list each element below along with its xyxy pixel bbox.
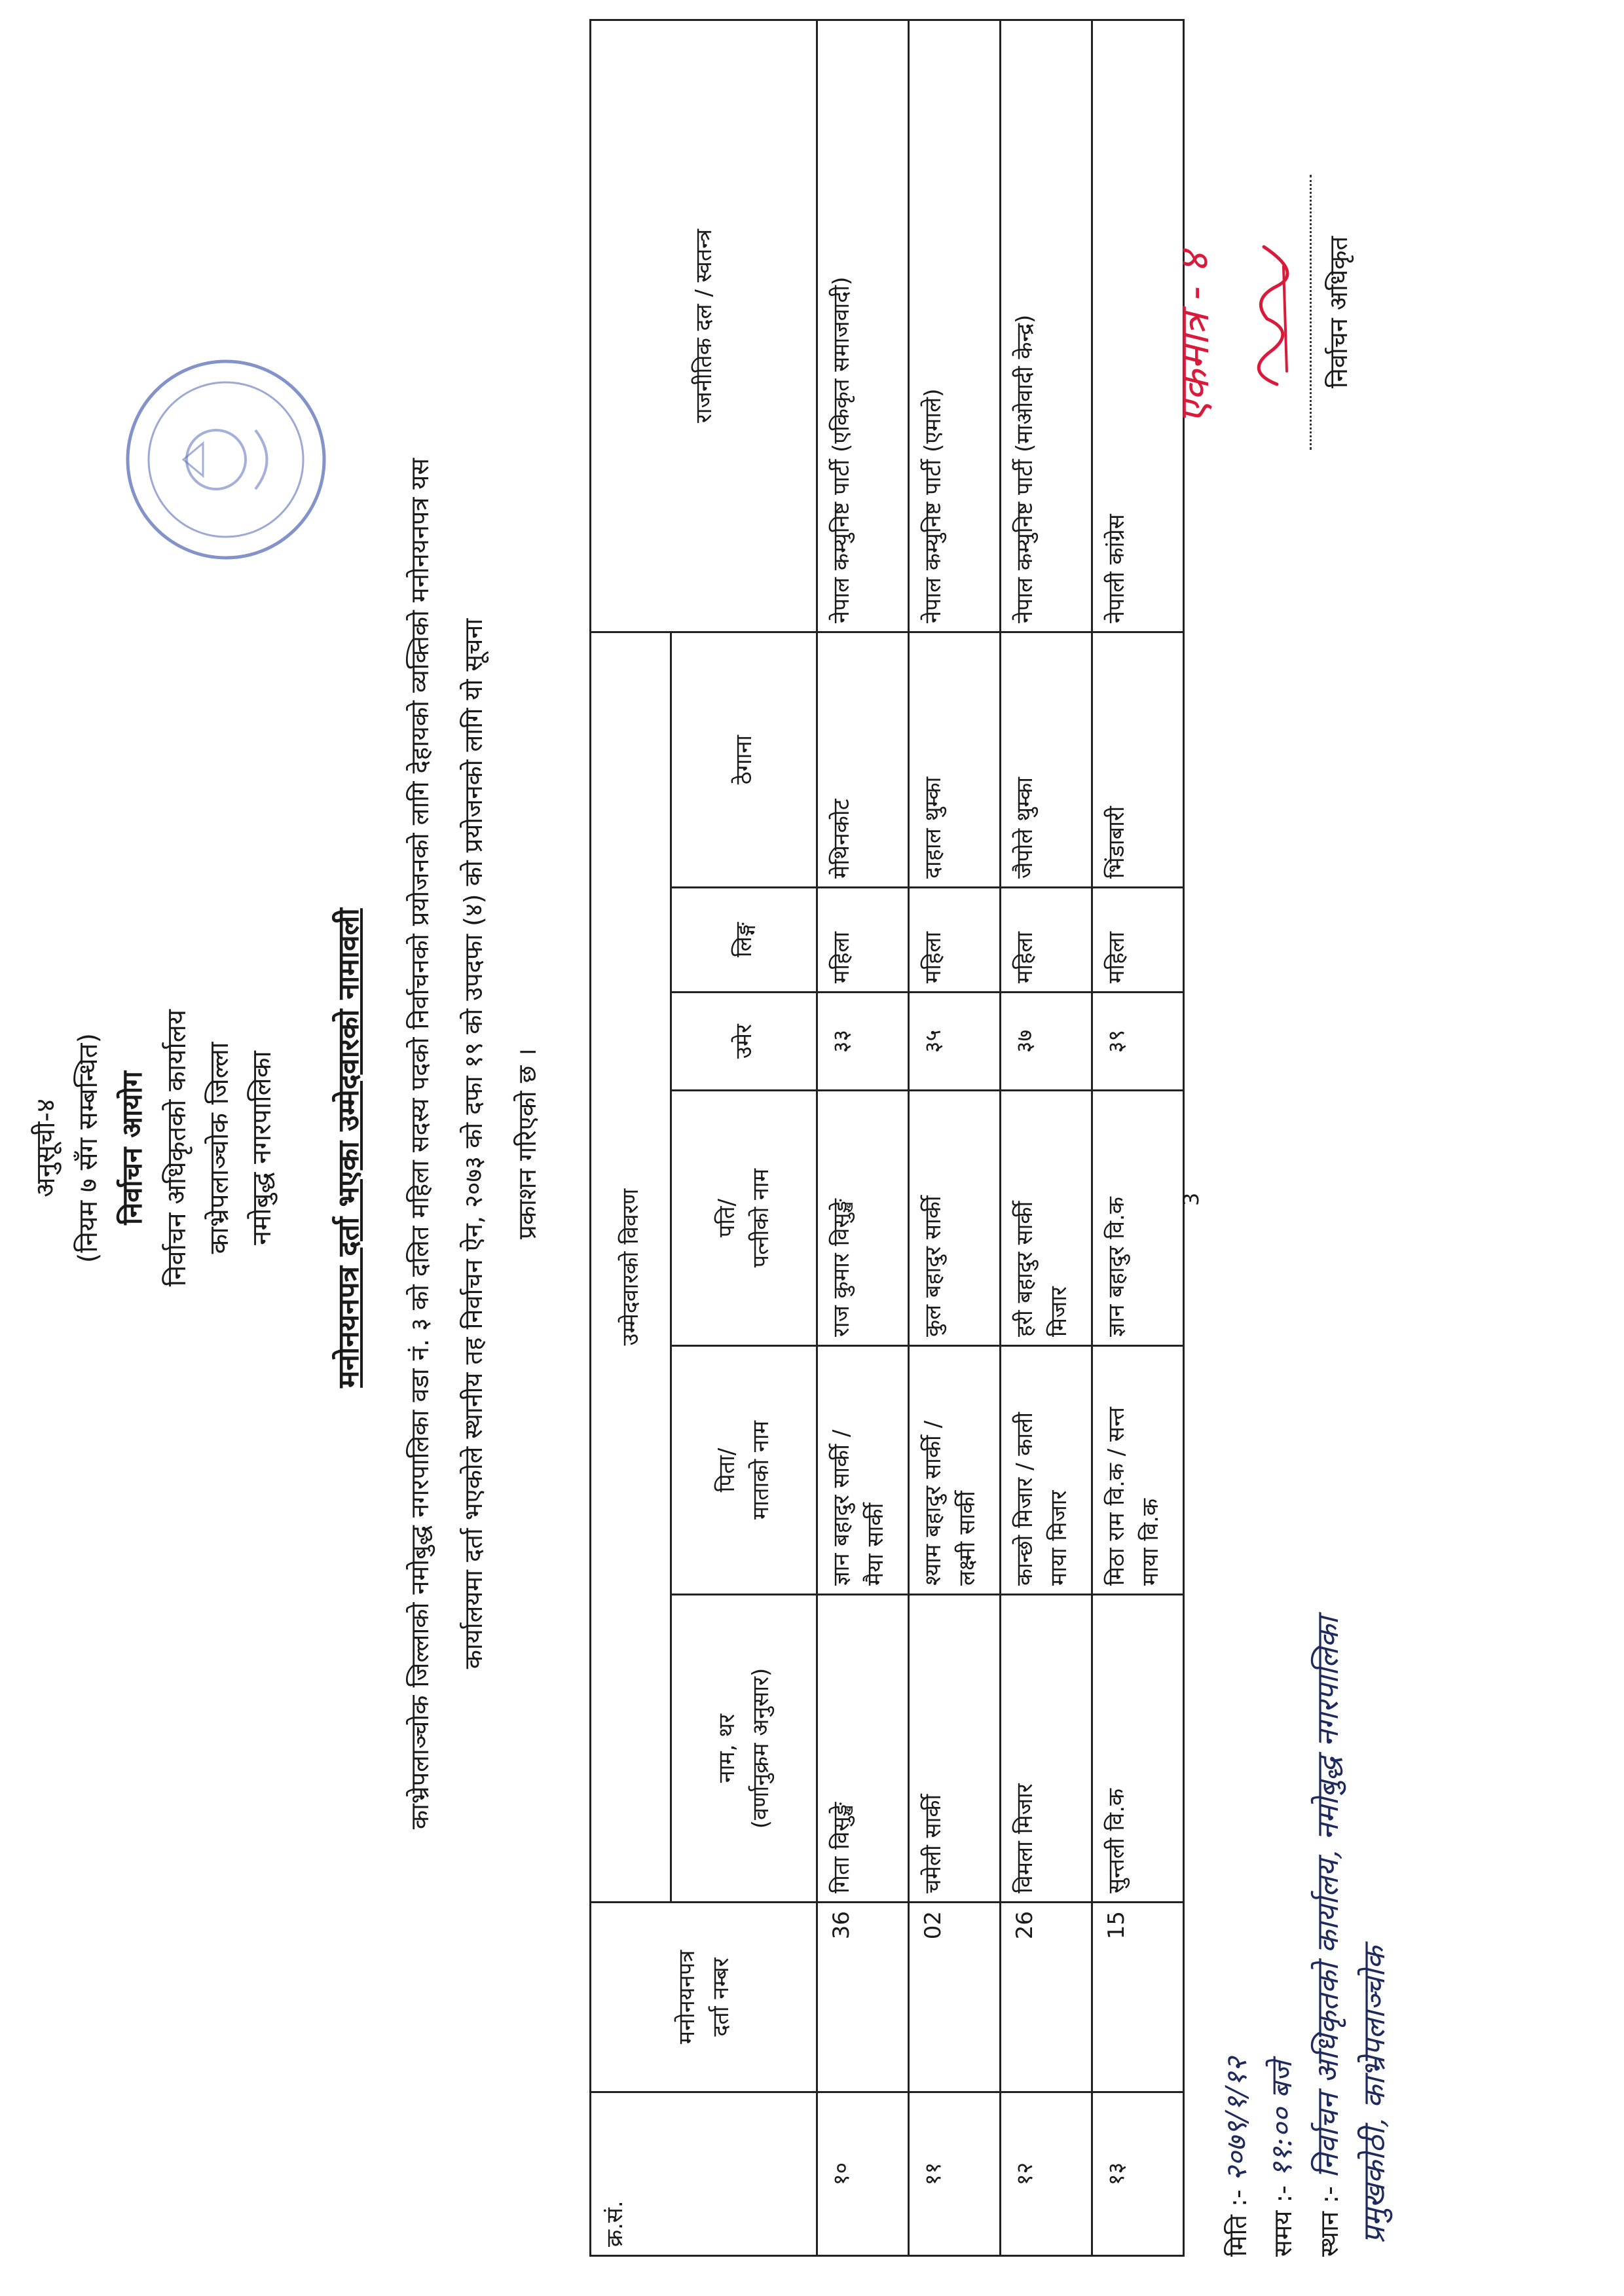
time-value: ११:०० बजे <box>1265 2060 1299 2178</box>
cell-name: विमला मिजार <box>1001 1595 1092 1903</box>
table-row <box>1001 20 1092 2255</box>
cell-address: दाहाल थुम्का <box>909 632 1001 887</box>
cell-spouse <box>909 1091 1001 1346</box>
header-spouse <box>671 1091 817 1346</box>
cell-parents-line-2: लक्ष्मी सार्की <box>954 1491 980 1586</box>
cell-reg-no: 02 <box>909 1903 1001 2092</box>
cell-gender: महिला <box>1001 888 1092 993</box>
cell-sn: १३ <box>1092 2092 1184 2256</box>
header-spouse-line-1: पति/ <box>714 1199 740 1237</box>
cell-spouse-line-1: कुल बहादुर सार्की <box>920 1195 946 1337</box>
signature-line <box>1310 175 1312 450</box>
cell-parents <box>817 1346 909 1595</box>
cell-age: ३५ <box>909 993 1001 1091</box>
date-value: २०७९/१/१२ <box>1220 2057 1253 2182</box>
office-seal-stamp <box>118 352 334 568</box>
cell-gender: महिला <box>1092 888 1184 993</box>
place-label: स्थान :- <box>1315 2186 1344 2257</box>
cell-gender: महिला <box>909 888 1001 993</box>
cell-sn: १२ <box>1001 2092 1092 2256</box>
cell-reg-no: 15 <box>1092 1903 1184 2092</box>
cell-parents <box>1001 1346 1092 1595</box>
cell-age: ३९ <box>1092 993 1184 1091</box>
cell-sn: १० <box>817 2092 909 2256</box>
header-reg-no-line-1: मनोनयनपत्र <box>673 1950 700 2045</box>
header-name <box>671 1595 817 1903</box>
cell-spouse-line-1: ज्ञान बहादुर वि.क <box>1103 1197 1130 1337</box>
place-line <box>1305 816 1352 2257</box>
time-label: समय :- <box>1268 2185 1297 2257</box>
table-row <box>817 20 909 2255</box>
cell-address: मेथिनकोट <box>817 632 909 887</box>
cell-parents-line-1: मिठा राम वि.क / सन्त <box>1103 1407 1130 1586</box>
cell-spouse <box>1001 1091 1092 1346</box>
cell-name: सुन्तली वि.क <box>1092 1595 1184 1903</box>
office-name: निर्वाचन अधिकृतको कार्यालय <box>162 1009 192 1287</box>
cell-parents <box>1092 1346 1184 1595</box>
cell-parents-line-2: मैया सार्की <box>862 1503 889 1586</box>
cell-age: ३७ <box>1001 993 1092 1091</box>
table-row <box>909 20 1001 2255</box>
cell-spouse <box>1092 1091 1184 1346</box>
handwritten-annotation: एकमात्र - ४ <box>1170 252 1218 424</box>
cell-spouse-line-2: मिजार <box>1046 1286 1072 1337</box>
cell-gender: महिला <box>817 888 909 993</box>
cell-address: जैपोले थुम्का <box>1001 632 1092 887</box>
cell-parents-line-1: ज्ञान बहादुर सार्की / <box>828 1429 855 1586</box>
cell-parents-line-1: कान्छो मिजार / काली <box>1012 1412 1038 1586</box>
officer-signature <box>1231 227 1303 397</box>
cell-parents <box>909 1346 1001 1595</box>
date-line <box>1215 816 1260 2257</box>
notice-intro <box>393 64 554 2224</box>
cell-name: गिता विसुङ्खे <box>817 1595 909 1903</box>
table-header-row <box>591 20 671 2255</box>
cell-age: ३३ <box>817 993 909 1091</box>
cell-sn: ११ <box>909 2092 1001 2256</box>
header-gender: लिङ्ग <box>671 888 817 993</box>
header-party: राजनीतिक दल / स्वतन्त्र <box>591 20 817 632</box>
cell-name: चमेली सार्की <box>909 1595 1001 1903</box>
place-value-line-1: निर्वाचन अधिकृतको कार्यालय, नमोबुद्ध नगरपालिका <box>1310 1616 1345 2179</box>
cell-parents-line-2: माया वि.क <box>1137 1498 1164 1586</box>
rule-reference: (नियम ७ सँग सम्बन्धित) <box>73 1032 103 1264</box>
cell-party: नेपाल कम्युनिष्ट पार्टी (एमाले) <box>909 20 1001 632</box>
header-reg-no-line-2: दर्ता नम्बर <box>707 1958 734 2037</box>
cell-reg-no: 26 <box>1001 1903 1092 2092</box>
intro-line-1: काभ्रेपलाञ्चोक जिल्लाको नमोबुद्ध नगरपालिका वडा नं. ३ को दलित महिला सदस्य पदको निर्वाचनको प्रयोजनको लागि देहायको व्यक्तिको मनोनयनपत्र यस <box>405 458 434 1830</box>
municipality-name: नमोबुद्ध नगरपालिका <box>247 1051 277 1245</box>
cell-reg-no: 36 <box>817 1903 909 2092</box>
header-parents <box>671 1346 817 1595</box>
notice-title: मनोनयनपत्र दर्ता भएका उम्मेदवारको नामावली <box>332 908 365 1388</box>
header-reg-no <box>591 1903 817 2092</box>
header-age: उमेर <box>671 993 817 1091</box>
candidate-table <box>589 19 1185 2257</box>
officer-signature-block <box>1231 175 1355 450</box>
place-value-line-2: प्रमुखकोठी, काभ्रेपलाञ्चोक <box>1356 1946 1392 2244</box>
header-name-line-2: (वर्णानुक्रम अनुसार) <box>748 1667 774 1829</box>
cell-party: नेपाली कांग्रेस <box>1092 20 1184 632</box>
footer-details <box>1215 816 1396 2257</box>
intro-line-3: प्रकाशन गरिएको छ । <box>513 1048 542 1239</box>
cell-parents-line-1: श्याम बहादुर सार्की / <box>920 1420 946 1586</box>
header-parents-line-1: पिता/ <box>714 1448 740 1493</box>
page-number: 3 <box>1179 1192 1204 1206</box>
cell-spouse-line-1: राज कुमार विसुङ्खे <box>828 1199 855 1337</box>
cell-party: नेपाल कम्युनिष्ट पार्टी (एकिकृत समाजवादी) <box>817 20 909 632</box>
header-address: ठेगाना <box>671 632 817 887</box>
cell-spouse-line-1: हरी बहादुर सार्की <box>1012 1201 1038 1337</box>
time-line <box>1260 816 1305 2257</box>
cell-party: नेपाल कम्युनिष्ट पार्टी (माओवादी केन्द्र) <box>1001 20 1092 632</box>
header-spouse-line-2: पत्नीको नाम <box>748 1168 774 1268</box>
cell-parents-line-2: माया मिजार <box>1046 1490 1072 1586</box>
cell-spouse <box>817 1091 909 1346</box>
officer-title: निर्वाचन अधिकृत <box>1324 236 1353 389</box>
cell-address: भिंडाबारी <box>1092 632 1184 887</box>
date-label: मिति :- <box>1223 2189 1252 2257</box>
header-parents-line-2: माताको नाम <box>748 1420 774 1520</box>
intro-line-2: कार्यालयमा दर्ता भएकोले स्थानीय तह निर्वाचन ऐन, २०७३ को दफा १९ को उपदफा (४) को प्रयोजनको लागि यो सूचना <box>459 618 488 1669</box>
schedule-label: अनुसूची-४ <box>31 1099 61 1197</box>
header-candidate-group: उम्मेदवारको विवरण <box>591 632 671 1902</box>
header-name-line-1: नाम, थर <box>714 1713 740 1783</box>
district-name: काभ्रेपलाञ्चोक जिल्ला <box>204 1042 234 1254</box>
commission-name: निर्वाचन आयोग <box>116 1071 148 1225</box>
header-sn: क्र.सं. <box>591 2092 817 2256</box>
